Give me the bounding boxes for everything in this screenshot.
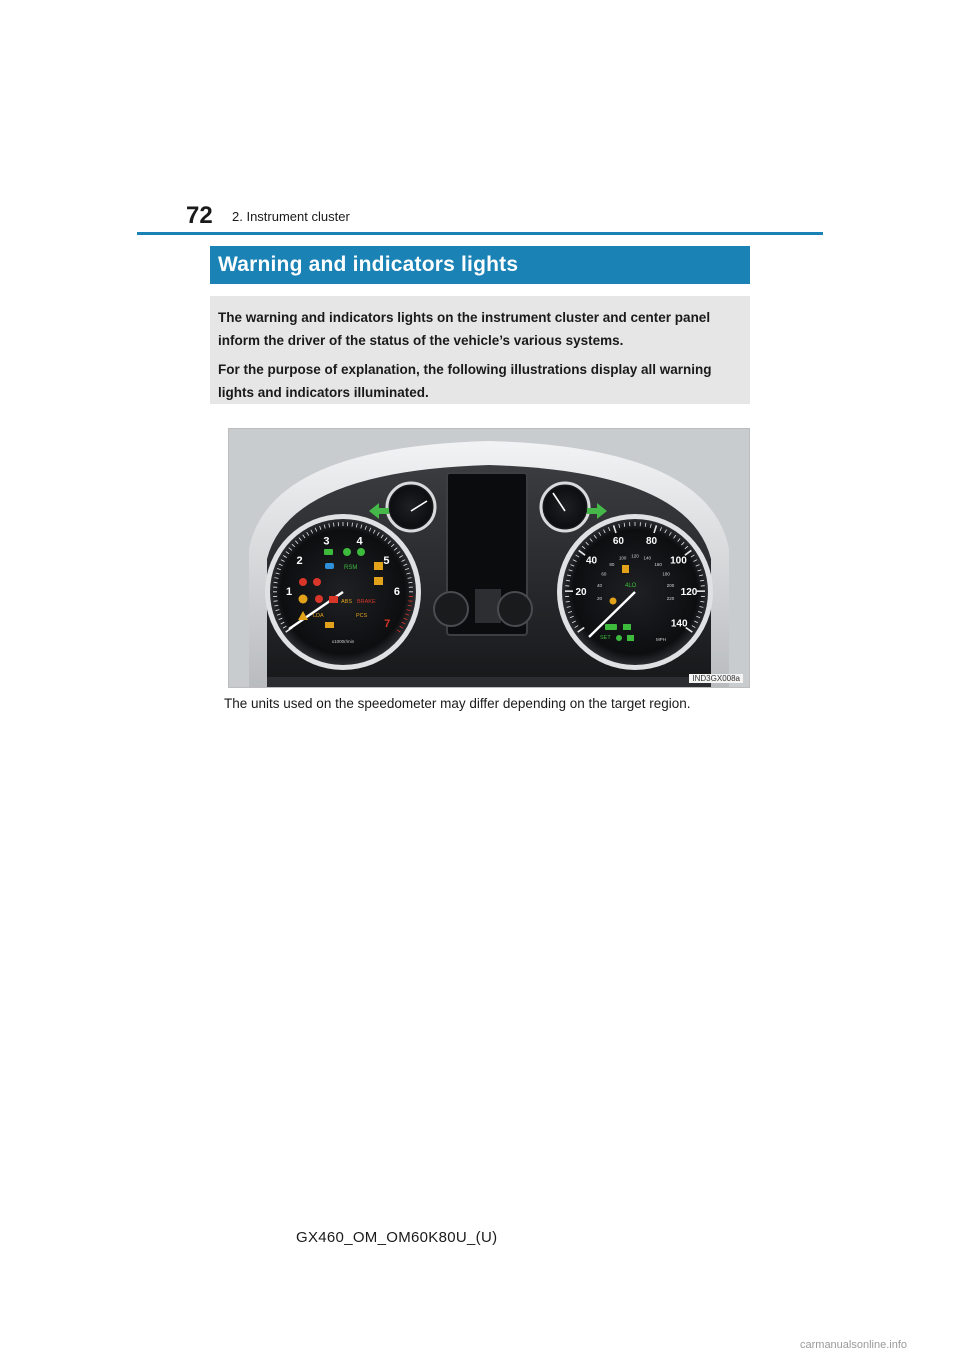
speedometer-inner-label-140: 140 [643,555,652,561]
speedometer-inner-label-100: 100 [618,555,627,561]
tachometer-tick [274,582,278,583]
tachometer-tick [333,523,334,527]
figure-id: IND3GX008a [689,674,743,683]
speedometer-inner-label-160: 160 [654,561,662,567]
high-beam-indicator-icon [325,563,334,569]
site-watermark: carmanualsonline.info [800,1339,908,1351]
temperature-gauge [387,483,435,531]
tire-pressure-warning-icon [299,595,308,604]
engine-check-icon [325,622,334,628]
speedometer-label-60: 60 [612,536,625,548]
speedometer-inner-label-40: 40 [597,583,603,589]
fuel-low-indicator-icon [622,565,629,573]
tachometer-tick [352,523,353,527]
downhill-assist-indicator-icon [627,635,634,641]
speedometer-inner-label-180: 180 [662,571,670,577]
speedometer-label-80: 80 [645,536,658,548]
intro-box [210,296,750,404]
abs-warning-indicator: ABS [341,599,353,605]
speedometer-inner-label-60: 60 [601,571,607,577]
speedometer-inner-label-20: 20 [597,595,603,601]
steering-indicator-icon [616,635,622,641]
right-knob [498,592,532,626]
4lo-indicator: 4LO [625,583,637,589]
intro-paragraph-2: For the purpose of explanation, the following illustrations display all warning lights and indicators illuminated. [218,362,712,400]
intro-paragraph-1: The warning and indicators lights on the instrument cluster and center panel inform the driver of the status of the vehicle’s various systems. [218,310,711,348]
traction-indicator-icon [374,562,383,570]
fuel-gauge [541,483,589,531]
speedometer-unit-label: MPH [656,637,666,642]
charging-warning-icon [329,596,338,603]
headlight-indicator-icon [324,549,333,555]
figure-caption: The units used on the speedometer may differ depending on the target region. [224,696,691,711]
tachometer-label-3: 3 [323,535,330,548]
cruise-indicator-icon [623,624,631,630]
pcs-indicator: PCS [356,613,368,619]
seatbelt-warning-icon [299,578,307,586]
fog-light-indicator-icon [357,548,365,556]
speedometer-inner-label-200: 200 [666,583,675,589]
tachometer-tick [408,601,412,602]
tachometer-label-7: 7 [384,617,391,630]
tachometer-label-4: 4 [356,535,363,548]
speedometer-inner-label-120: 120 [631,553,639,559]
speedometer-inner-label-80: 80 [609,561,615,567]
cruise-set-indicator: SET [600,635,611,641]
running-header: 2. Instrument cluster [232,209,350,224]
eco-indicator-icon [605,624,617,630]
left-knob [434,592,468,626]
speedometer-tick [566,601,570,602]
instrument-cluster-figure [228,428,750,688]
section-title-banner: Warning and indicators lights [210,246,750,284]
speedometer-label-140: 140 [670,618,688,630]
oil-pressure-warning-icon [315,595,323,603]
crawl-indicator-icon [610,598,617,605]
light-indicator-icon [343,548,351,556]
slip-indicator-icon [374,577,383,585]
speedometer-label-20: 20 [575,586,587,598]
tachometer-unit-label: x1000r/min [331,639,355,644]
rsm-indicator: RSM [344,565,358,571]
tachometer-label-2: 2 [296,554,303,567]
brake-warning-indicator: BRAKE [357,599,376,605]
speedometer-tick [700,601,704,602]
speedometer-label-120: 120 [680,586,698,598]
tachometer-label-5: 5 [383,554,390,567]
tachometer-tick [408,582,412,583]
airbag-warning-icon [313,578,321,586]
page-number: 72 [186,202,213,229]
lda-indicator: LDA [313,613,324,619]
tachometer-label-1: 1 [285,586,293,599]
speedometer-inner-label-220: 220 [666,595,675,601]
speedometer-label-100: 100 [670,555,687,567]
document-code: GX460_OM_OM60K80U_(U) [296,1229,498,1246]
tachometer-label-6: 6 [393,586,401,599]
tachometer-tick [274,601,278,602]
speedometer-label-40: 40 [585,555,598,567]
header-rule [137,232,823,235]
instrument-cluster-illustration [229,429,749,687]
